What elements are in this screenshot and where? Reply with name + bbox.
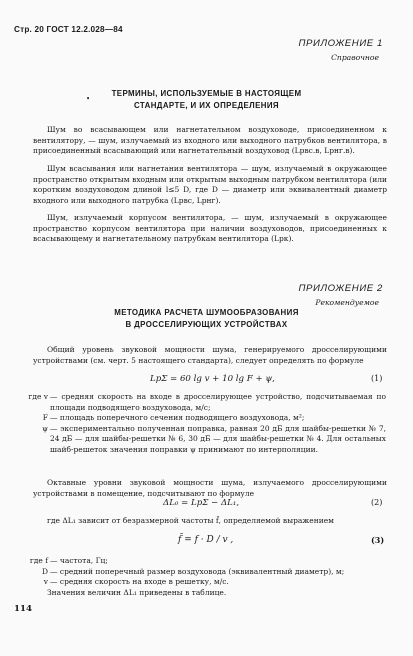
list-item: ψ — экспериментально полученная поправка, равная 20 дБ для шайбы-решетки № 7, 24 дБ — для шайбы-решетки № 6, 30 дБ — для шайбы-решетки № 4. Для остальных шайб-решеток значения поправки ψ принимают по интерполяции.	[42, 423, 386, 454]
body-paragraph: Значения величин ΔL₁ приведены в таблице.	[47, 588, 227, 597]
list-item: где f — частота, Гц;	[29, 556, 108, 565]
body-paragraph: где ΔL₁ зависит от безразмерной частоты f̄, определяемой выражением	[47, 516, 334, 525]
list-item: D — средний поперечный размер воздуховода (эквивалентный диаметр), м;	[41, 566, 345, 576]
list-item: F — площадь поперечного сечения подводящего воздуховода, м²;	[42, 413, 305, 423]
page-number: 114	[14, 604, 32, 614]
list-item: v — средняя скорость на входе в решетку, м/с.	[43, 577, 229, 587]
variable-list-1	[24, 392, 386, 456]
equation-1-number: (1)	[371, 374, 383, 383]
appendix-1-type: Справочное	[331, 53, 379, 62]
title-line: СТАНДАРТЕ, И ИХ ОПРЕДЕЛЕНИЯ	[133, 101, 280, 110]
page-header: Стр. 20 ГОСТ 12.2.028—84	[14, 25, 123, 34]
equation-3: f̄ = f · D / v ,	[178, 535, 234, 545]
title-line: МЕТОДИКА РАСЧЕТА ШУМООБРАЗОВАНИЯ	[114, 308, 299, 317]
equation-3-number: (3)	[371, 535, 385, 545]
equation-1: LpΣ = 60 lg v + 10 lg F + ψ,	[150, 374, 275, 384]
title-line: В ДРОССЕЛИРУЮЩИХ УСТРОЙСТВАХ	[125, 320, 288, 329]
equation-2: ΔL₀ = LpΣ − ΔL₁,	[163, 498, 240, 508]
body-paragraph: Общий уровень звуковой мощности шума, генерируемого дросселирующими устройствами (см. черт. 5 настоящего стандарта), следует определять по формуле	[33, 345, 387, 365]
appendix-2-type: Рекомендуемое	[315, 298, 379, 307]
bullet-mark: •	[86, 95, 91, 103]
section-title-terms	[0, 88, 413, 112]
equation-2-number: (2)	[371, 498, 383, 507]
section-title-method	[0, 307, 413, 331]
appendix-1-label: ПРИЛОЖЕНИЕ 1	[298, 38, 383, 49]
term-paragraph: Шум во всасывающем или нагнетательном воздуховоде, присоединенном к вентилятору, — шум, излучаемый из входного или выходного патрубков вентилятора, в присоединенный всасывающий или нагнетательный воздуховод (Lрвс.в, Lрнг.в).	[33, 125, 387, 156]
body-paragraph: Октавные уровни звуковой мощности шума, излучаемого дросселирующими устройствами в помещение, подсчитывают по формуле	[33, 478, 387, 498]
term-paragraph: Шум, излучаемый корпусом вентилятора, — шум, излучаемый в окружающее пространство корпусом вентилятора при наличии воздуховодов, присоединенных к всасывающему и нагнетательному патрубкам вентилятора (Lрк).	[33, 213, 387, 244]
variable-list-2	[24, 556, 386, 588]
title-line: ТЕРМИНЫ, ИСПОЛЬЗУЕМЫЕ В НАСТОЯЩЕМ	[111, 89, 302, 98]
appendix-2-label: ПРИЛОЖЕНИЕ 2	[298, 283, 383, 294]
term-paragraph: Шум всасывания или нагнетания вентилятора — шум, излучаемый в окружающее пространство открытым входным или открытым выходным патрубком вентилятора (или коротким воздуховодом длиной l≤5 D, где D — диаметр или эквивалентный диаметр входного или выходного патрубка (Lрвс, Lрнг).	[33, 164, 387, 205]
list-item: где v — средняя скорость на входе в дросселирующее устройство, подсчитываемая по площади подводящего воздуховода, м/с;	[28, 392, 386, 412]
